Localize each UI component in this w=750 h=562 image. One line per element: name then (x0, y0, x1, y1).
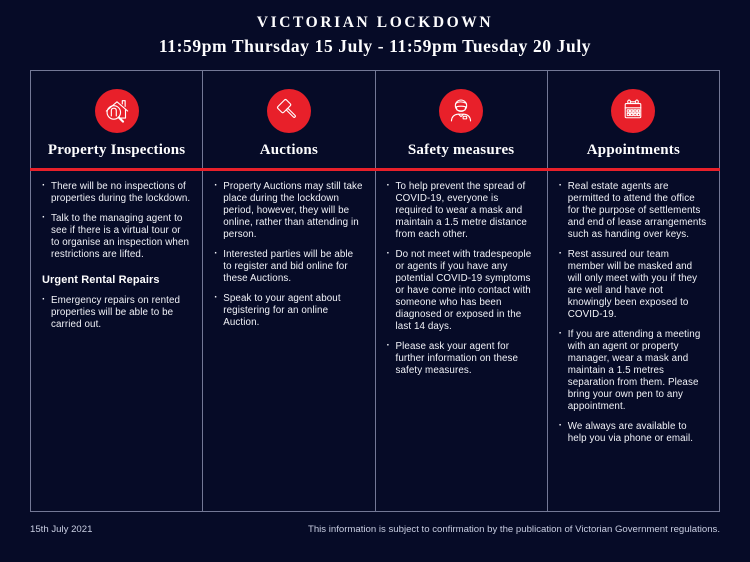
bullet-item: · Emergency repairs on rented properties will be able to be carried out. (42, 295, 191, 331)
bullet-item: · We always are available to help you via phone or email. (559, 421, 708, 445)
accent-divider (30, 168, 720, 171)
footer-date: 15th July 2021 (30, 524, 93, 535)
column-safety-measures (376, 71, 548, 511)
column-body (559, 159, 708, 446)
bullet-item: · There will be no inspections of properties during the lockdown. (42, 181, 191, 205)
house-search-icon (95, 89, 139, 133)
column-body (387, 159, 536, 378)
bullet-list (559, 181, 708, 446)
bullet-item: · Real estate agents are permitted to attend the office for the purpose of settlements and end of lease arrangements such as handing over keys. (559, 181, 708, 241)
bullet-item: · Interested parties will be able to register and bid online for these Auctions. (214, 249, 363, 285)
bullet-item: · Do not meet with tradespeople or agents if you have any potential COVID-19 symptoms or have come into contact with someone who has been diagnosed or exposed in the last 14 days. (387, 249, 536, 333)
header (0, 14, 750, 57)
column-property-inspections (31, 71, 203, 511)
bullet-item: · Rest assured our team member will be masked and will only meet with you if they are well and have not knowingly been exposed to COVID-19. (559, 249, 708, 321)
column-title: Auctions (259, 142, 319, 158)
column-title: Safety measures (407, 142, 515, 158)
bullet-list (42, 295, 191, 331)
bullet-item: · Talk to the managing agent to see if there is a virtual tour or to organise an inspection when restrictions are lifted. (42, 213, 191, 261)
footer-disclaimer: This information is subject to confirmation by the publication of Victorian Government regulations. (307, 524, 720, 535)
column-auctions (203, 71, 375, 511)
gavel-icon (267, 89, 311, 133)
bullet-item: · If you are attending a meeting with an agent or property manager, wear a mask and maintain a 1.5 metres separation from them. Please bring your own pen to any appointment. (559, 329, 708, 413)
bullet-item: · Please ask your agent for further information on these safety measures. (387, 341, 536, 377)
column-appointments (548, 71, 719, 511)
bullet-list (214, 181, 363, 330)
column-subheading: Urgent Rental Repairs (42, 273, 160, 286)
bullet-list (387, 181, 536, 378)
bullet-item: · Property Auctions may still take place during the lockdown period, however, they will be online, rather than attending in person. (214, 181, 363, 241)
info-table (30, 70, 720, 512)
calendar-icon (611, 89, 655, 133)
bullet-item: · To help prevent the spread of COVID-19, everyone is required to wear a mask and maintain a 1.5 metre distance from each other. (387, 181, 536, 241)
column-title: Appointments (586, 142, 680, 158)
column-body (42, 159, 191, 331)
bullet-item: · Speak to your agent about registering for an online Auction. (214, 293, 363, 329)
page-subtitle: 11:59pm Thursday 15 July - 11:59pm Tuesday 20 July (158, 36, 592, 56)
masked-person-icon (439, 89, 483, 133)
bullet-list (42, 181, 191, 261)
column-body (214, 159, 363, 330)
page-title: VICTORIAN LOCKDOWN (256, 14, 494, 31)
column-title: Property Inspections (47, 142, 186, 158)
